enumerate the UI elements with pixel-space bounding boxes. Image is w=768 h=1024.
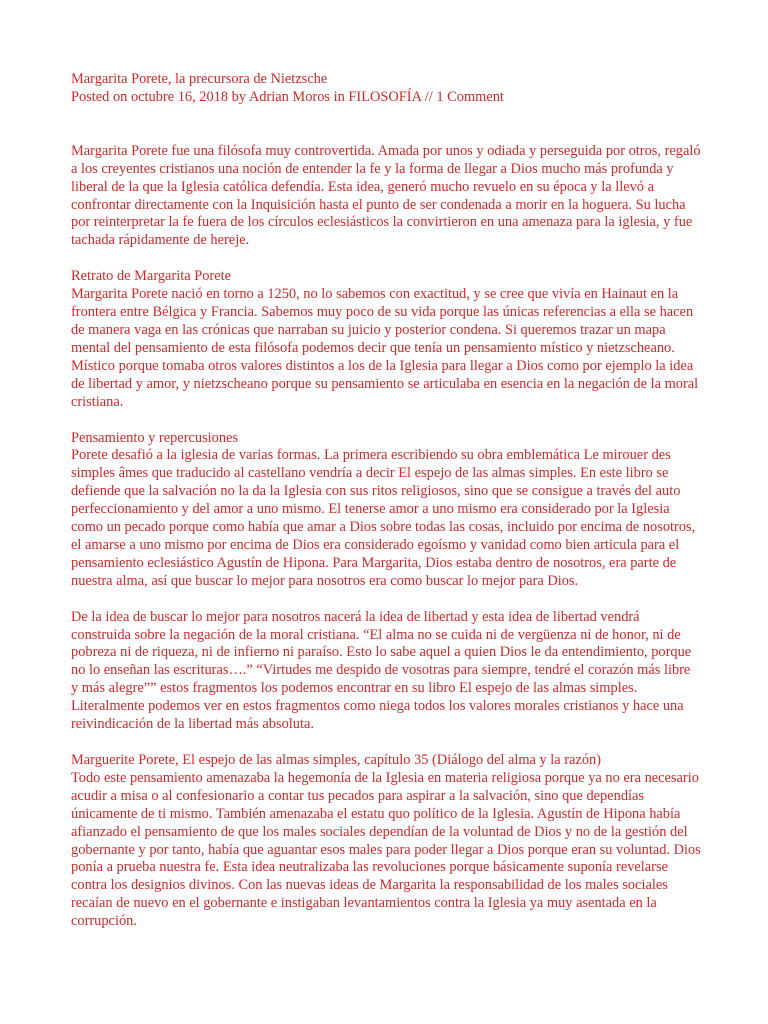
section-heading: Retrato de Margarita Porete (71, 268, 231, 285)
intro-paragraph: Margarita Porete fue una filósofa muy controvertida. Amada por unos y odiada y perseguida por otros, regaló a los creyentes cristianos una noción de entender la fe y la forma de llegar a Dios mucho más profunda y liberal de la que la Iglesia católica defendía. Esta idea, generó mucho revuelo en su época y la llevó a confrontar directamente con la Inquisición hasta el punto de ser condenada a morir en la hoguera. Su lucha por reinterpretar la fe fuera de los círculos eclesiásticos la convirtieron en una amenaza para la iglesia, y fue tachada rápidamente de hereje. (71, 142, 701, 249)
article-meta: Posted on octubre 16, 2018 by Adrian Moros in FILOSOFÍA // 1 Comment (71, 88, 504, 105)
section-paragraph: Porete desafió a la iglesia de varias formas. La primera escribiendo su obra emblemática Le mirouer des simples âmes que traducido al castellano vendría a decir El espejo de las almas simples. En este libro se defiende que la salvación no la da la Iglesia con sus ritos religiosos, sino que se consigue a través del auto perfeccionamiento y del amor a uno mismo. El tenerse amor a uno mismo era considerado por la Iglesia como un pecado porque como había que amar a Dios sobre todas las cosas, incluido por encima de nosotros, el amarse a uno mismo por encima de Dios era considerado egoísmo y vanidad como bien articula para el pensamiento eclesiástico Agustín de Hipona. Para Margarita, Dios estaba dentro de nosotros, era parte de nuestra alma, así que buscar lo mejor para nosotros era como buscar lo mejor para Dios. (71, 447, 696, 589)
section-heading: Pensamiento y repercusiones (71, 429, 239, 446)
liberty-paragraph: De la idea de buscar lo mejor para nosotros nacerá la idea de libertad y esta idea de libertad vendrá construida sobre la negación de la moral cristiana. “El alma no se cuida ni de vergüenza ni de honor, ni de pobreza ni de riqueza, ni de infierno ni paraíso. Esto lo sabe aquel a quien Dios le da entendimiento, porque no lo enseñan las escrituras….” “Virtudes me despido de vosotras para siempre, tendré el corazón más libre y más alegre”” estos fragmentos los podemos encontrar en su libro El espejo de las almas simples. Literalmente podemos ver en estos fragmentos como niega todos los valores morales cristianos y hace una reivindicación de la libertad más absoluta. (71, 608, 692, 733)
section-retrato (71, 268, 701, 411)
section-pensamiento (71, 430, 701, 591)
closing-paragraph: Todo este pensamiento amenazaba la hegemonía de la Iglesia en materia religiosa porque ya no era necesario acudir a misa o al confesionario a contar tus pecados para aspirar a la salvación, sino que dependías únicamente de ti mismo. También amenazaba el estatu quo político de la Iglesia. Agustín de Hipona había afianzado el pensamiento de que los males sociales dependían de la voluntad de Dios y no de la gestión del gobernante y por tanto, había que aguantar esos males para poder llegar a Dios porque eran su voluntad. Dios ponía a prueba nuestra fe. Esta idea neutralizaba las revoluciones porque básicamente suponía revelarse contra los designios divinos. Con las nuevas ideas de Margarita la responsabilidad de los males sociales recaían de nuevo en el gobernante e instigaban levantamientos contra la Iglesia ya muy asentada en la corrupción. (71, 769, 701, 930)
document-page (71, 71, 701, 949)
section-paragraph: Margarita Porete nació en torno a 1250, no lo sabemos con exactitud, y se cree que vivía en Hainaut en la frontera entre Bélgica y Francia. Sabemos muy poco de su vida porque las únicas referencias a ella se hacen de manera vaga en las crónicas que narraban su juicio y posterior condena. Si queremos trazar un mapa mental del pensamiento de esta filósofa podemos decir que tenía un pensamiento místico y nietzscheano. Místico porque tomaba otros valores distintos a los de la Iglesia para llegar a Dios como por ejemplo la idea de libertad y amor, y nietzscheano porque su pensamiento se articulaba en esencia en la negación de la moral cristiana. (71, 286, 699, 410)
article-header (71, 71, 701, 107)
citation-line: Marguerite Porete, El espejo de las almas simples, capítulo 35 (Diálogo del alma y la razón) (71, 752, 602, 768)
article-title: Margarita Porete, la precursora de Nietzsche (71, 71, 328, 87)
closing-section (71, 752, 701, 931)
